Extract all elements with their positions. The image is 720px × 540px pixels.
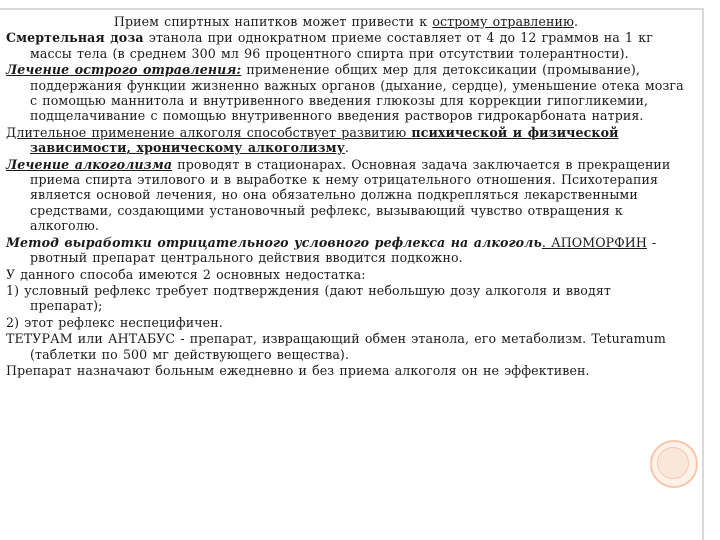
term-lethal-dose: Смертельная доза	[6, 30, 144, 46]
slide-border-right	[702, 8, 704, 540]
term-treatment-acute: Лечение острого отравления:	[6, 62, 242, 78]
term-dependence: психической и физической зависимости, хроническому алкоголизму	[30, 124, 619, 156]
term-acute-poisoning: острому отравлению	[432, 14, 575, 29]
paragraph-lethal-dose	[6, 30, 686, 61]
paragraph-alcoholism-treatment	[6, 157, 686, 234]
paragraph-treatment-acute	[6, 62, 686, 124]
text: Длительное применение алкоголя способствует развитию	[6, 124, 412, 140]
text: - рвотный препарат центрального действия вводится подкожно.	[30, 234, 657, 266]
text: .	[574, 14, 579, 29]
text: этанола при однократном приеме составляет от 4 до 12 граммов на 1 кг массы тела (в среднем 300 мл 96 процентного спирта при отсутствии толерантности).	[30, 30, 653, 61]
text: - препарат, извращающий обмен этанола, его метаболизм. Teturamum (таблетки по 500 мг действующего вещества).	[30, 331, 666, 362]
text: Прием спиртных напитков может привести к	[113, 14, 433, 29]
slide-body	[6, 14, 686, 379]
paragraph-dosing: Препарат назначают больным ежедневно и без приема алкоголя он не эффективен.	[6, 362, 590, 378]
term-alcoholism-treatment: Лечение алкоголизма	[6, 156, 173, 172]
slide-border-top	[0, 8, 704, 10]
decorative-circle-inner	[657, 447, 689, 479]
text: .	[344, 140, 349, 156]
list-item-drawback-2: 2) этот рефлекс неспецифичен.	[6, 314, 223, 330]
paragraph-dependence	[6, 125, 686, 156]
paragraph-teturam	[6, 331, 686, 362]
term-apomorphine: . АПОМОРФИН	[541, 234, 647, 250]
paragraph-acute-poisoning	[6, 14, 686, 29]
term-teturam: ТЕТУРАМ или АНТАБУС	[6, 331, 176, 347]
term-reflex-method: Метод выработки отрицательного условного рефлекса на алкоголь	[6, 234, 542, 250]
text: проводят в стационарах. Основная задача заключается в прекращении приема спирта этилового и в выработке к нему отрицательного отношения. Психотерапия является основой лечения, но она обязательно должна подкрепляться лекарственными средствами, создающими установочный рефлекс, вызывающий чувство отвращения к алкоголю.	[30, 156, 671, 234]
paragraph-drawbacks: У данного способа имеются 2 основных недостатка:	[6, 266, 366, 282]
text: применение общих мер для детоксикации (промывание), поддержания функции жизненно важных органов (дыхание, сердце), уменьшение отека мозга с помощью маннитола и внутривенного введения глюкозы для коррекции гипогликемии, подщелачивание с помощью внутривенного введения растворов гидрокарбоната натрия.	[30, 62, 684, 124]
list-item-drawback-1: 1) условный рефлекс требует подтверждения (дают небольшую дозу алкоголя и вводят препарат);	[6, 282, 611, 314]
paragraph-reflex-method	[6, 235, 686, 266]
